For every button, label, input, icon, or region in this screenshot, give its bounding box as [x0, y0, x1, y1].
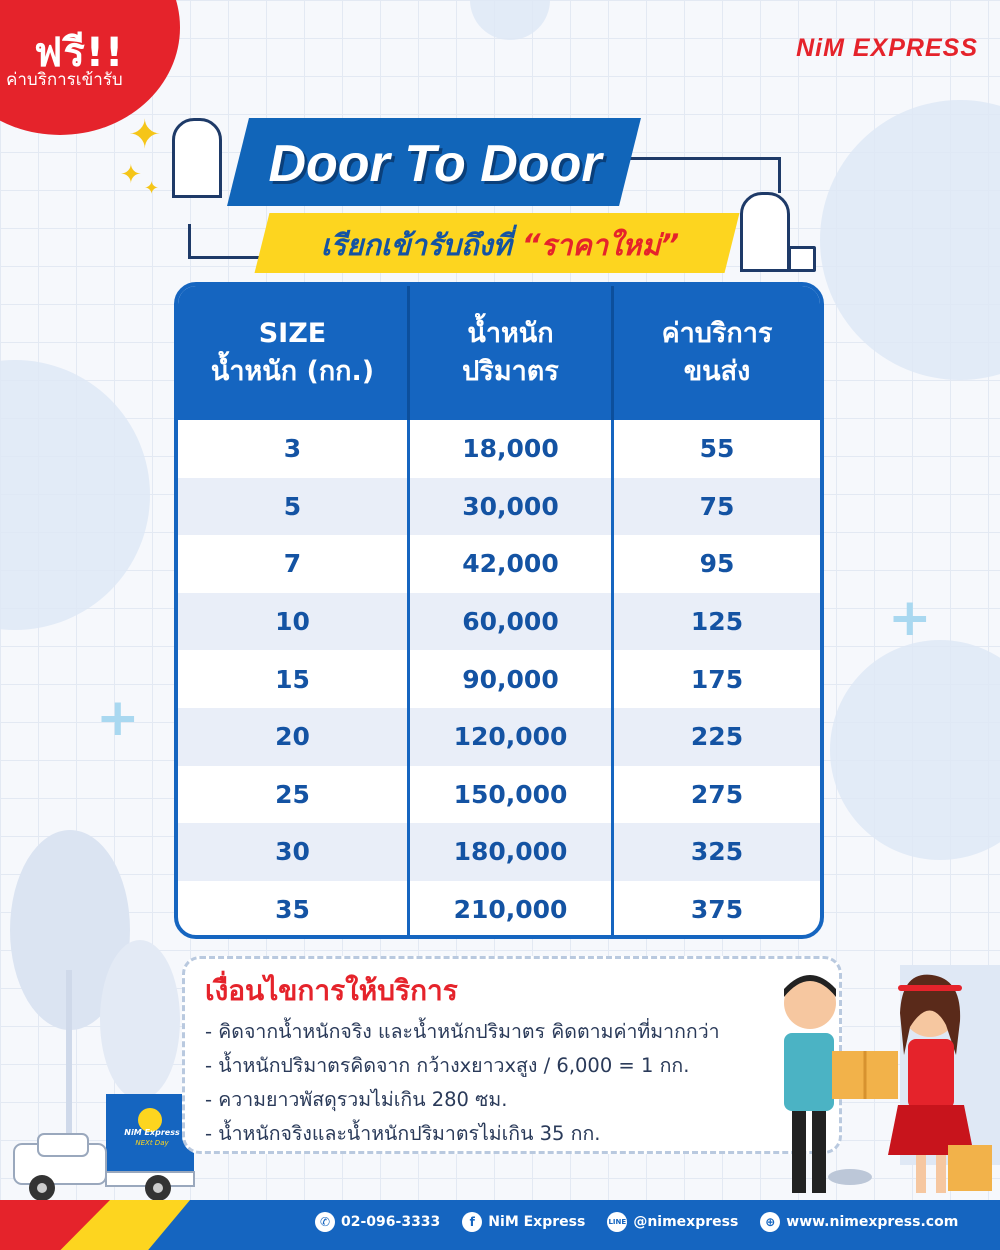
door-icon — [740, 192, 790, 272]
cell-volume: 18,000 — [410, 420, 614, 478]
cell-size: 5 — [178, 478, 410, 536]
phone-icon: ✆ — [315, 1212, 335, 1232]
bg-circle — [830, 640, 1000, 860]
header-volume-weight — [410, 286, 614, 420]
parcel-box-icon — [788, 246, 816, 272]
cell-fee: 275 — [690, 779, 744, 809]
contact-facebook[interactable] — [462, 1212, 585, 1232]
cell-volume: 30,000 — [410, 478, 614, 536]
globe-icon: ⊕ — [760, 1212, 780, 1232]
bg-circle — [0, 360, 150, 630]
cell-volume: 60,000 — [410, 593, 614, 651]
table-row — [178, 535, 820, 593]
cell-size: 20 — [178, 708, 410, 766]
cell-fee: 95 — [699, 549, 735, 579]
header-size-line2: น้ำหนัก (กก.) — [210, 356, 375, 387]
plus-icon: + — [96, 688, 140, 748]
table-row — [178, 478, 820, 536]
cell-volume: 120,000 — [410, 708, 614, 766]
condition-item: - น้ำหนักจริงและน้ำหนักปริมาตรไม่เกิน 35 กก. — [205, 1122, 601, 1145]
cell-volume: 180,000 — [410, 823, 614, 881]
header-fee-line2: ขนส่ง — [683, 356, 751, 387]
subtitle-highlight: “ราคาใหม่” — [521, 228, 680, 262]
sparkle-icon: ✦ — [128, 112, 162, 158]
cell-size: 35 — [178, 881, 410, 939]
sparkle-icon: ✦ — [120, 160, 142, 190]
cell-size: 7 — [178, 535, 410, 593]
cell-fee: 55 — [699, 434, 735, 464]
line-icon: LINE — [607, 1212, 627, 1232]
cell-volume: 90,000 — [410, 650, 614, 708]
contact-phone[interactable] — [315, 1212, 440, 1232]
header-shipping-fee — [614, 286, 820, 420]
cell-size: 30 — [178, 823, 410, 881]
phone-number: 02-096-3333 — [341, 1214, 441, 1230]
bg-circle — [820, 100, 1000, 380]
contact-line[interactable] — [607, 1212, 738, 1232]
bg-circle — [470, 0, 550, 40]
table-row — [178, 420, 820, 478]
nim-express-logo: NiM EXPRESS — [796, 34, 978, 62]
delivery-truck-illustration — [8, 1092, 198, 1202]
header-fee-line1: ค่าบริการ — [661, 318, 773, 349]
table-row — [178, 823, 820, 881]
table-body — [178, 420, 820, 938]
plus-icon: + — [888, 588, 932, 648]
cell-size: 15 — [178, 650, 410, 708]
table-row — [178, 708, 820, 766]
cell-size: 10 — [178, 593, 410, 651]
cell-fee: 175 — [690, 664, 744, 694]
badge-service-text: ค่าบริการเข้ารับ — [6, 70, 123, 90]
truck-logo-text: NiM Express — [124, 1128, 180, 1137]
table-row — [178, 766, 820, 824]
contact-website[interactable] — [760, 1212, 958, 1232]
facebook-icon: f — [462, 1212, 482, 1232]
header-volume-line2: ปริมาตร — [462, 356, 559, 387]
cell-volume: 42,000 — [410, 535, 614, 593]
truck-tagline: NEXt Day — [135, 1139, 169, 1147]
condition-item: - คิดจากน้ำหนักจริง และน้ำหนักปริมาตร คิดตามค่าที่มากกว่า — [205, 1020, 720, 1043]
conditions-title: เงื่อนไขการให้บริการ — [205, 974, 458, 1007]
cell-volume: 150,000 — [410, 766, 614, 824]
cell-volume: 210,000 — [410, 881, 614, 939]
conditions-list — [205, 1015, 720, 1151]
sparkle-icon: ✦ — [144, 178, 160, 199]
conditions-box — [182, 956, 842, 1154]
cell-fee: 375 — [690, 895, 744, 925]
subtitle-main: เรียกเข้ารับถึงที่ — [320, 228, 522, 262]
footer-contacts — [315, 1212, 958, 1232]
cell-fee: 225 — [690, 722, 744, 752]
header-volume-line1: น้ำหนัก — [467, 318, 554, 349]
cell-fee: 75 — [699, 491, 735, 521]
price-table — [174, 282, 824, 939]
table-row — [178, 881, 820, 939]
facebook-name: NiM Express — [488, 1214, 586, 1230]
decor-line — [778, 157, 781, 193]
website-url: www.nimexpress.com — [786, 1214, 959, 1230]
table-row — [178, 650, 820, 708]
table-row — [178, 593, 820, 651]
decor-line — [622, 157, 780, 160]
table-header — [178, 286, 820, 420]
decor-line — [188, 256, 268, 259]
badge-free-text: ฟรี!! — [34, 30, 125, 76]
decor-line — [188, 224, 191, 258]
cell-fee: 325 — [690, 837, 744, 867]
delivery-people-illustration — [770, 965, 1000, 1200]
cell-size: 25 — [178, 766, 410, 824]
door-icon — [172, 118, 222, 198]
condition-item: - น้ำหนักปริมาตรคิดจาก กว้างxยาวxสูง / 6,000 = 1 กก. — [205, 1054, 690, 1077]
page-title: Door To Door — [268, 135, 602, 193]
header-size — [178, 286, 410, 420]
cell-size: 3 — [178, 420, 410, 478]
cell-fee: 125 — [690, 607, 744, 637]
condition-item: - ความยาวพัสดุรวมไม่เกิน 280 ซม. — [205, 1088, 508, 1111]
line-id: @nimexpress — [633, 1214, 739, 1230]
header-size-line1: SIZE — [258, 318, 327, 349]
page-subtitle — [270, 222, 730, 268]
